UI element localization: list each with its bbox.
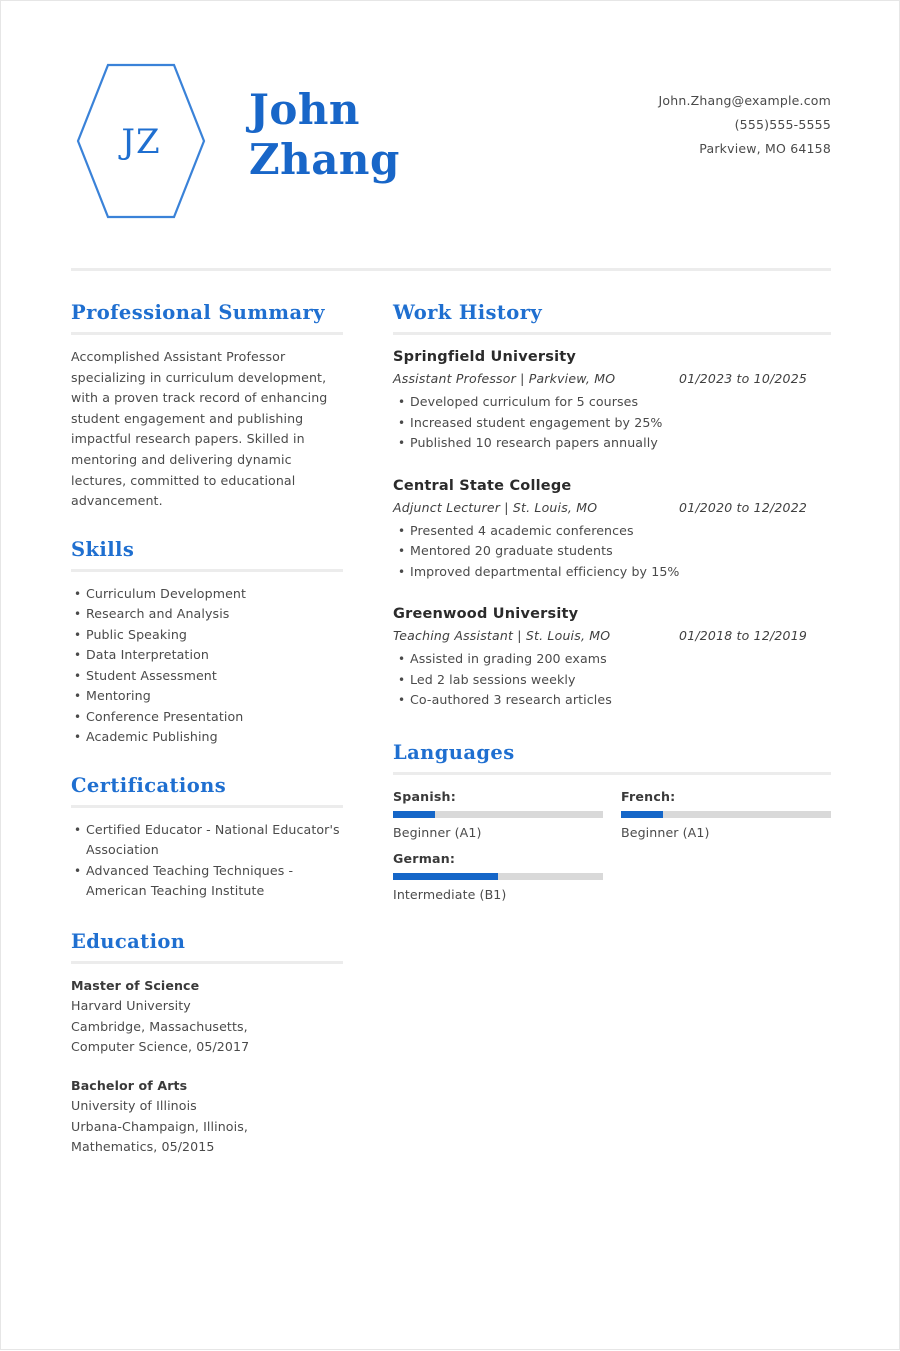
language-item	[393, 787, 603, 843]
job-bullets	[393, 392, 831, 454]
job-bullets	[393, 521, 831, 583]
monogram-initials: JZ	[121, 122, 161, 162]
list-item: • Presented 4 academic conferences	[393, 521, 831, 542]
language-name: German:	[393, 850, 456, 866]
list-item: • Led 2 lab sessions weekly	[393, 670, 831, 691]
education-entry	[71, 976, 343, 1058]
job-bullets	[393, 649, 831, 711]
section-title-work-history: Work History	[393, 301, 543, 324]
education-field-date: Mathematics, 05/2015	[71, 1139, 215, 1155]
list-item: • Published 10 research papers annually	[393, 433, 831, 454]
list-item: • Certified Educator - National Educator's Association	[71, 820, 343, 861]
list-item: • Research and Analysis	[71, 604, 343, 625]
language-level: Intermediate (B1)	[393, 886, 507, 902]
job-entry	[393, 347, 831, 454]
language-item	[621, 787, 831, 843]
list-item: • Public Speaking	[71, 625, 343, 646]
last-name: Zhang	[249, 135, 400, 184]
certifications-list	[71, 820, 343, 902]
job-role-location: Adjunct Lecturer | St. Louis, MO	[393, 499, 598, 515]
contact-phone[interactable]: (555)555-5555	[734, 117, 831, 132]
section-certifications	[71, 774, 343, 902]
monogram-logo	[75, 61, 207, 221]
section-divider	[71, 961, 343, 964]
contact-location: Parkview, MO 64158	[699, 141, 831, 156]
language-level: Beginner (A1)	[621, 824, 710, 840]
section-divider	[71, 332, 343, 335]
list-item: • Data Interpretation	[71, 645, 343, 666]
education-location: Cambridge, Massachusetts,	[71, 1018, 248, 1034]
section-title-summary: Professional Summary	[71, 301, 325, 324]
section-title-skills: Skills	[71, 537, 135, 561]
list-item: • Increased student engagement by 25%	[393, 413, 831, 434]
list-item: • Mentored 20 graduate students	[393, 541, 831, 562]
header-divider	[71, 268, 831, 271]
languages-grid	[393, 787, 831, 922]
section-divider	[71, 569, 343, 572]
language-progress-track	[393, 811, 603, 818]
section-education	[71, 930, 343, 1158]
section-skills	[71, 538, 343, 748]
section-professional-summary	[71, 301, 343, 512]
contact-block	[491, 89, 831, 161]
language-name: French:	[621, 788, 676, 804]
language-progress-track	[393, 873, 603, 880]
job-entry	[393, 604, 831, 711]
job-meta	[393, 625, 831, 646]
education-school: University of Illinois	[71, 1098, 197, 1114]
job-dates: 01/2018 to 12/2019	[679, 628, 807, 643]
list-item: • Student Assessment	[71, 666, 343, 687]
language-item	[393, 849, 603, 905]
list-item: • Advanced Teaching Techniques - American Teaching Institute	[71, 861, 343, 902]
section-title-languages: Languages	[393, 740, 515, 764]
language-progress-fill	[393, 811, 435, 818]
contact-email[interactable]: John.Zhang@example.com	[658, 93, 831, 108]
language-level: Beginner (A1)	[393, 824, 482, 840]
language-progress-track	[621, 811, 831, 818]
list-item: • Assisted in grading 200 exams	[393, 649, 831, 670]
education-school: Harvard University	[71, 998, 191, 1014]
job-meta	[393, 368, 831, 389]
skills-list	[71, 584, 343, 748]
job-meta	[393, 497, 831, 518]
job-company: Springfield University	[393, 349, 577, 365]
list-item: • Curriculum Development	[71, 584, 343, 605]
section-divider	[393, 332, 831, 335]
job-entry	[393, 476, 831, 583]
left-column	[71, 301, 343, 1178]
section-title-certifications: Certifications	[71, 773, 227, 797]
job-dates: 01/2020 to 12/2022	[679, 499, 807, 515]
summary-text: Accomplished Assistant Professor specializing in curriculum development, with a proven track record of enhancing student engagement and publishing impactful research papers. Skilled in mentoring and delivering dynamic lectures, committed to educational advancement.	[71, 349, 328, 509]
list-item: • Co-authored 3 research articles	[393, 690, 831, 711]
list-item: • Developed curriculum for 5 courses	[393, 392, 831, 413]
section-work-history	[393, 301, 831, 711]
candidate-name	[249, 85, 400, 185]
first-name: John	[249, 85, 360, 134]
job-role-location: Assistant Professor | Parkview, MO	[393, 371, 616, 386]
language-name: Spanish:	[393, 788, 456, 804]
list-item: • Conference Presentation	[71, 707, 343, 728]
job-company: Central State College	[393, 477, 572, 494]
language-progress-fill	[393, 873, 498, 880]
job-dates: 01/2023 to 10/2025	[679, 371, 807, 386]
job-company: Greenwood University	[393, 606, 579, 622]
education-degree: Master of Science	[71, 977, 200, 993]
section-divider	[71, 805, 343, 808]
education-field-date: Computer Science, 05/2017	[71, 1039, 250, 1055]
list-item: • Improved departmental efficiency by 15%	[393, 562, 831, 583]
list-item: • Academic Publishing	[71, 727, 343, 748]
right-column	[393, 301, 831, 942]
list-item: • Mentoring	[71, 686, 343, 707]
language-progress-fill	[621, 811, 663, 818]
education-entry	[71, 1076, 343, 1158]
section-title-education: Education	[71, 929, 186, 953]
section-languages	[393, 741, 831, 922]
education-location: Urbana-Champaign, Illinois,	[71, 1118, 248, 1134]
section-divider	[393, 772, 831, 775]
resume-header	[71, 49, 831, 229]
job-role-location: Teaching Assistant | St. Louis, MO	[393, 628, 611, 643]
education-degree: Bachelor of Arts	[71, 1077, 188, 1093]
hexagon-icon	[75, 61, 207, 221]
